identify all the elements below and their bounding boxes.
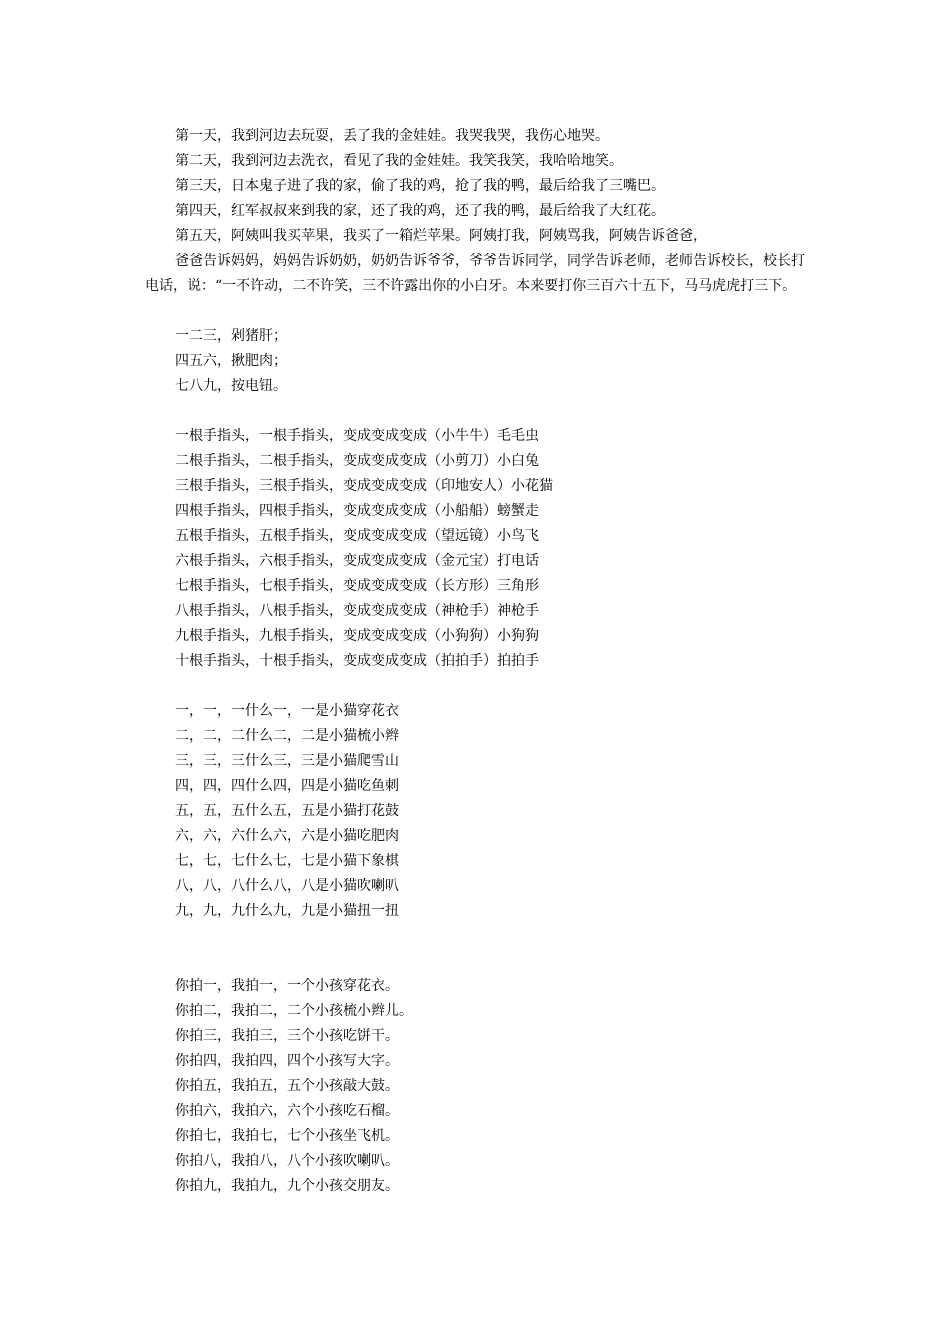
count-rhyme-line: 四五六，揪肥肉；	[175, 353, 287, 369]
cat-rhyme-line: 三，三，三什么三，三是小猫爬雪山	[175, 753, 399, 769]
finger-rhyme-line: 一根手指头，一根手指头，变成变成变成（小牛牛）毛毛虫	[175, 428, 539, 444]
clap-rhyme-line: 你拍六，我拍六，六个小孩吃石榴。	[175, 1103, 399, 1119]
count-rhyme-line: 一二三，剁猪肝；	[175, 328, 287, 344]
finger-rhyme-section	[145, 424, 805, 674]
clap-rhyme-line: 你拍九，我拍九，九个小孩交朋友。	[175, 1178, 399, 1194]
finger-rhyme-line: 九根手指头，九根手指头，变成变成变成（小狗狗）小狗狗	[175, 628, 539, 644]
cat-rhyme-line: 五，五，五什么五，五是小猫打花鼓	[175, 803, 399, 819]
story-line: 第一天，我到河边去玩耍，丢了我的金娃娃。我哭我哭，我伤心地哭。	[175, 128, 609, 144]
story-line: 第五天，阿姨叫我买苹果，我买了一箱烂苹果。阿姨打我，阿姨骂我，阿姨告诉爸爸，	[175, 228, 707, 244]
cat-rhyme-line: 一，一，一什么一，一是小猫穿花衣	[175, 703, 399, 719]
finger-rhyme-line: 七根手指头，七根手指头，变成变成变成（长方形）三角形	[175, 578, 539, 594]
cat-rhyme-line: 七，七，七什么七，七是小猫下象棋	[175, 853, 399, 869]
clap-rhyme-line: 你拍二，我拍二，二个小孩梳小辫儿。	[175, 1003, 413, 1019]
clap-rhyme-line: 你拍七，我拍七，七个小孩坐飞机。	[175, 1128, 399, 1144]
finger-rhyme-line: 五根手指头，五根手指头，变成变成变成（望远镜）小鸟飞	[175, 528, 539, 544]
finger-rhyme-line: 十根手指头，十根手指头，变成变成变成（拍拍手）拍拍手	[175, 653, 539, 669]
story-line: 第三天，日本鬼子进了我的家，偷了我的鸡，抢了我的鸭，最后给我了三嘴巴。	[175, 178, 665, 194]
finger-rhyme-line: 四根手指头，四根手指头，变成变成变成（小船船）螃蟹走	[175, 503, 539, 519]
document-body	[145, 124, 805, 1199]
cat-rhyme-line: 四，四，四什么四，四是小猫吃鱼刺	[175, 778, 399, 794]
story-section	[145, 124, 805, 299]
clap-rhyme-line: 你拍一，我拍一，一个小孩穿花衣。	[175, 978, 399, 994]
story-paragraph: 爸爸告诉妈妈，妈妈告诉奶奶，奶奶告诉爷爷，爷爷告诉同学，同学告诉老师，老师告诉校长，校长打电话，说：“一不许动，二不许笑，三不许露出你的小白牙。本来要打你三百六十五下，马马虎虎打三下。	[145, 253, 805, 294]
section-spacer	[145, 924, 805, 974]
finger-rhyme-line: 六根手指头，六根手指头，变成变成变成（金元宝）打电话	[175, 553, 539, 569]
cat-rhyme-line: 六，六，六什么六，六是小猫吃肥肉	[175, 828, 399, 844]
count-rhyme-line: 七八九，按电钮。	[175, 378, 287, 394]
cat-rhyme-line: 八，八，八什么八，八是小猫吹喇叭	[175, 878, 399, 894]
cat-rhyme-line: 二，二，二什么二，二是小猫梳小辫	[175, 728, 399, 744]
cat-rhyme-line: 九，九，九什么九，九是小猫扭一扭	[175, 903, 399, 919]
clap-rhyme-line: 你拍五，我拍五，五个小孩敲大鼓。	[175, 1078, 399, 1094]
story-line: 第二天，我到河边去洗衣，看见了我的金娃娃。我笑我笑，我哈哈地笑。	[175, 153, 623, 169]
finger-rhyme-line: 二根手指头，二根手指头，变成变成变成（小剪刀）小白兔	[175, 453, 539, 469]
count-rhyme-section	[145, 324, 805, 399]
cat-rhyme-section	[145, 699, 805, 924]
finger-rhyme-line: 三根手指头，三根手指头，变成变成变成（印地安人）小花猫	[175, 478, 553, 494]
section-spacer	[145, 674, 805, 699]
clap-rhyme-line: 你拍八，我拍八，八个小孩吹喇叭。	[175, 1153, 399, 1169]
section-spacer	[145, 399, 805, 424]
finger-rhyme-line: 八根手指头，八根手指头，变成变成变成（神枪手）神枪手	[175, 603, 539, 619]
clap-rhyme-section	[145, 974, 805, 1199]
clap-rhyme-line: 你拍四，我拍四，四个小孩写大字。	[175, 1053, 399, 1069]
clap-rhyme-line: 你拍三，我拍三，三个小孩吃饼干。	[175, 1028, 399, 1044]
section-spacer	[145, 299, 805, 324]
story-line: 第四天，红军叔叔来到我的家，还了我的鸡，还了我的鸭，最后给我了大红花。	[175, 203, 665, 219]
